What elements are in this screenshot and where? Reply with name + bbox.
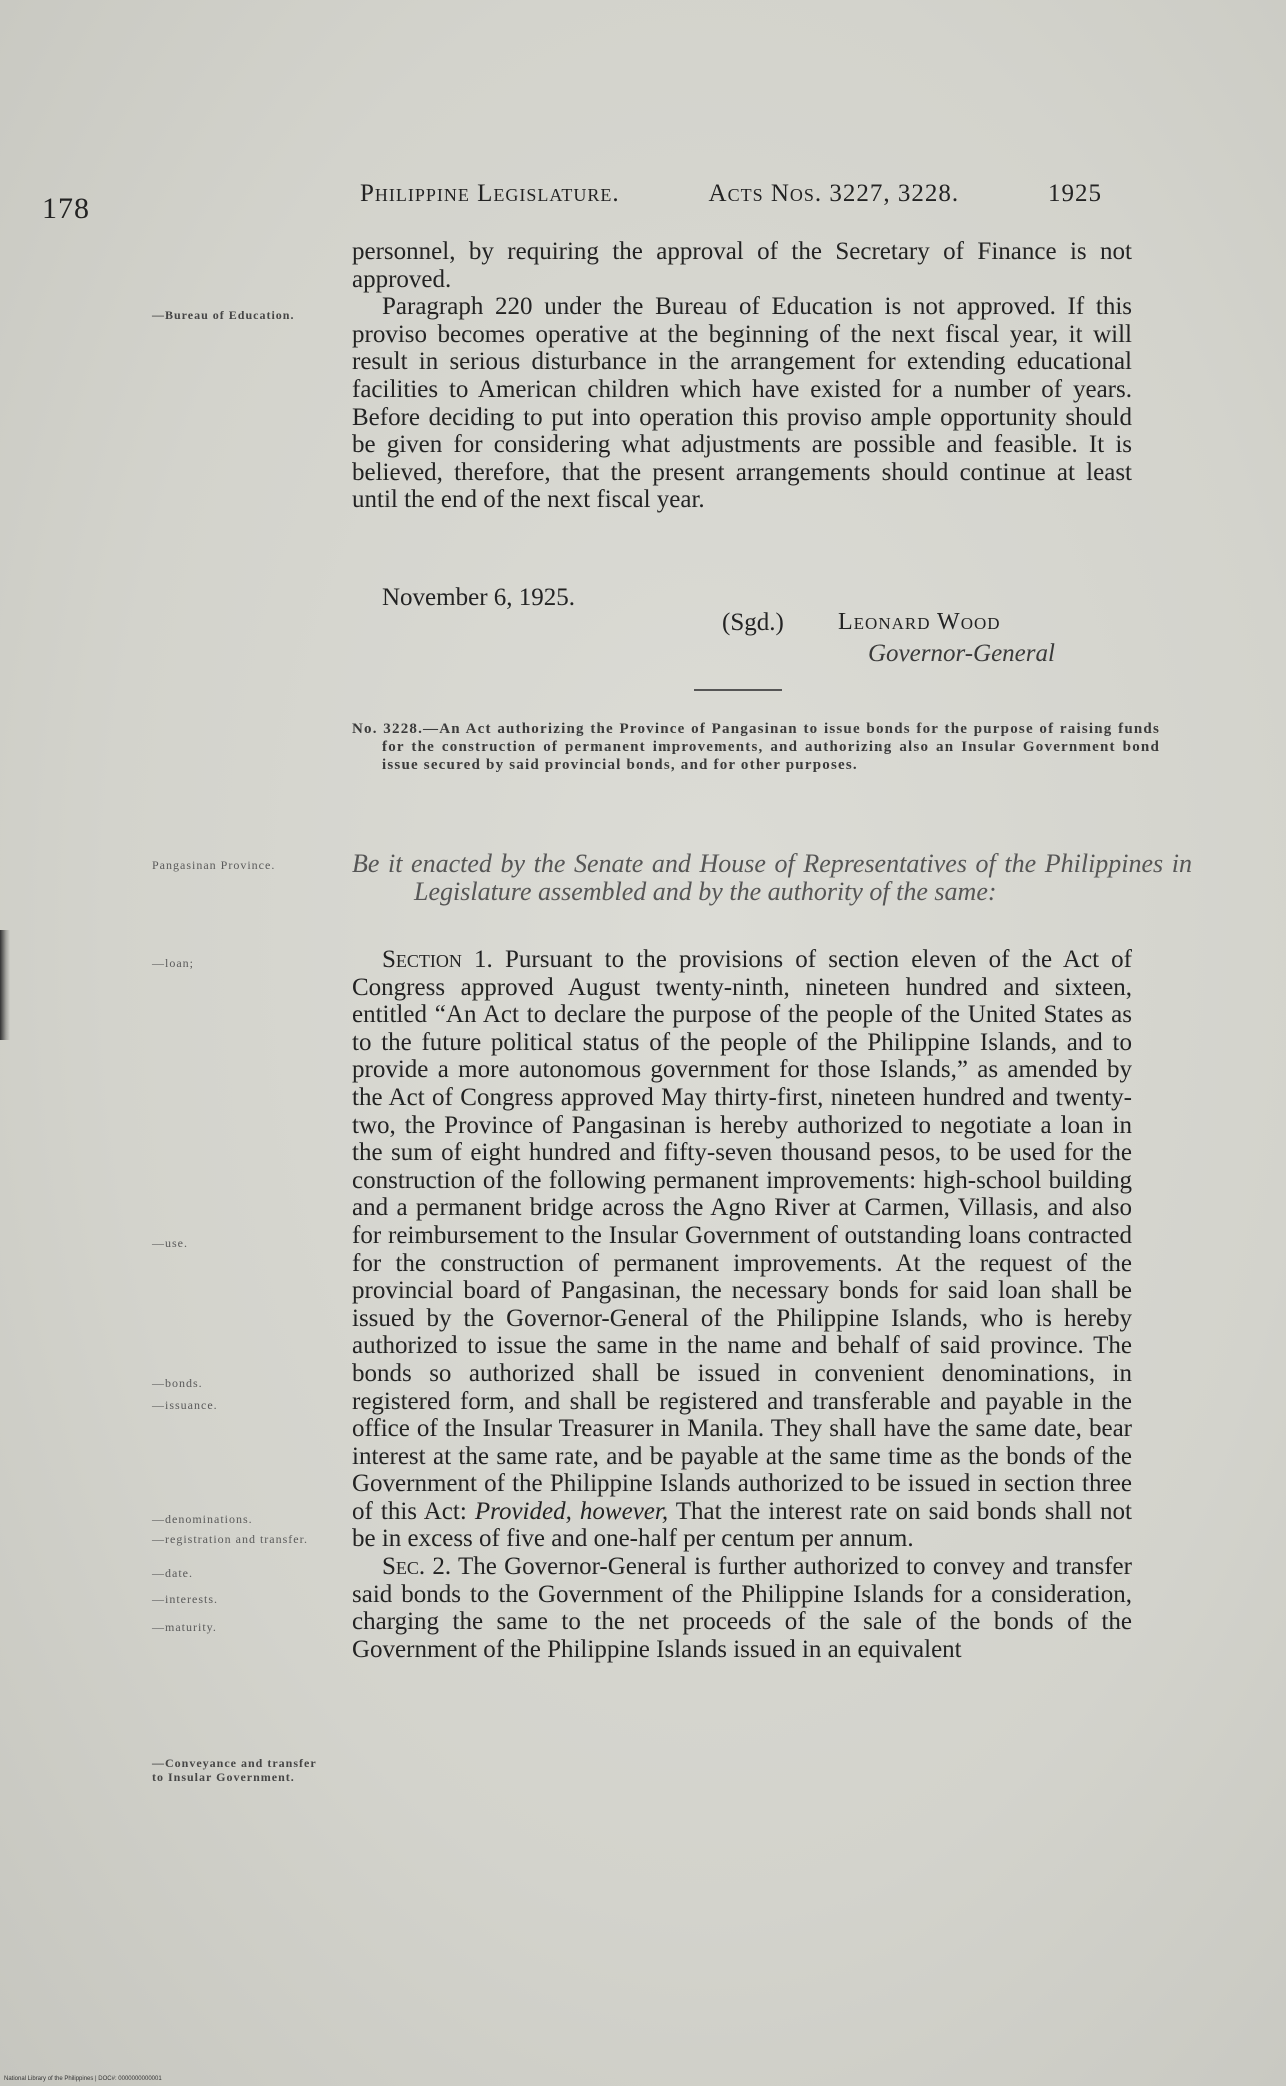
running-head-acts: Acts Nos. 3227, 3228. [708,180,960,207]
message-text [352,238,1132,514]
page-number: 178 [42,192,90,225]
paragraph-personnel: personnel, by requiring the approval of the Secretary of Finance is not approved. [352,238,1132,293]
section-1-text: Pursuant to the provisions of section eleven of the Act of Congress approved August twenty-ninth, nineteen hundred and sixteen, entitled “An Act to declare the purpose of the people of the United States as to the future political status of the people of the Philippine Islands, and to provide a more autonomous government for those Islands,” as amended by the Act of Congress approved May thirty-first, nineteen hundred and twenty-two, the Province of Pangasinan is hereby authorized to negotiate a loan in the sum of eight hundred and fifty-seven thousand pesos, to be used for the construction of the following permanent improvements: high-school building and a permanent bridge across the Agno River at Carmen, Villasis, and also for reimbursement to the Insular Government of outstanding loans contracted for the construction of permanent improvements. At the request of the provincial board of Pangasinan, the necessary bonds for said loan shall be issued by the Governor-General of the Philippine Islands, who is hereby authorized to issue the same in the name and behalf of said province. The bonds so authorized shall be issued in convenient denominations, in registered form, and shall be registered and transferable and payable in the office of the Insular Treasurer in Manila. They shall have the same date, bear interest at the same rate, and be payable at the same time as the bonds of the Government of the Philippine Islands authorized to be issued in section three of this Act: [352,946,1133,1525]
section-2-text: The Governor-General is further authorized to convey and transfer said bonds to the Government of the Philippine Islands for a consideration, charging the same to the net proceeds of the sale of the bonds of the Government of the Philippine Islands issued in an equivalent [352,1553,1132,1663]
section-1-label: Section 1. [382,946,493,973]
act-body [352,946,1132,1663]
margin-note-bureau: —Bureau of Education. [152,308,295,322]
act-title: No. 3228.—An Act authorizing the Province of Pangasinan to issue bonds for the purpose of raising funds for the construction of permanent improvements, and authorizing also an Insular Government bond issue secured by said provincial bonds, and for other purposes. [352,721,1160,773]
margin-note-use: —use. [152,1236,188,1250]
running-head-year: 1925 [1048,180,1102,207]
margin-note-registration: —registration and transfer. [152,1532,308,1546]
section-2 [352,1553,1132,1663]
signed-mark: (Sgd.) [722,609,784,636]
margin-note-conveyance: —Conveyance and transfer to Insular Government. [152,1756,317,1784]
margin-note-date: —date. [152,1566,193,1580]
signer-title: Governor-General [868,640,1055,667]
running-head [360,180,1102,208]
margin-note-denominations: —denominations. [152,1512,253,1526]
binding-shadow [0,930,10,1040]
margin-note-pangasinan: Pangasinan Province. [152,858,276,872]
running-head-title: Philippine Legislature. [360,180,620,207]
margin-note-issuance: —issuance. [152,1398,218,1412]
section-1-tail: That the interest rate on said bonds shall not be in excess of five and one-half per centum per annum. [352,1497,1132,1553]
section-1 [352,946,1132,1553]
paragraph-bureau-education: Paragraph 220 under the Bureau of Education is not approved. If this proviso becomes operative at the beginning of the next fiscal year, it will result in serious disturbance in the arrangement for extending educational facilities to American children which have existed for a number of years. Before deciding to put into operation this proviso ample opportunity should be given for considering what adjustments are possible and feasible. It is believed, therefore, that the present arrangements should continue at least until the end of the next fiscal year. [352,293,1132,514]
margin-note-loan: —loan; [152,956,194,970]
enacting-clause: Be it enacted by the Senate and House of Representatives of the Philippines in Legislature assembled and by the authority of the same: [352,849,1192,906]
section-2-label: Sec. 2. [382,1553,452,1581]
signer-name: Leonard Wood [838,609,1001,635]
margin-note-bonds: —bonds. [152,1376,203,1390]
scan-footer: National Library of the Philippines | DOC#: 0000000000001 [4,2076,162,2082]
section-divider [694,689,782,691]
message-date: November 6, 1925. [382,584,576,611]
margin-note-interests: —interests. [152,1592,218,1606]
margin-note-maturity: —maturity. [152,1620,217,1634]
section-1-proviso: Provided, however, [474,1497,669,1525]
